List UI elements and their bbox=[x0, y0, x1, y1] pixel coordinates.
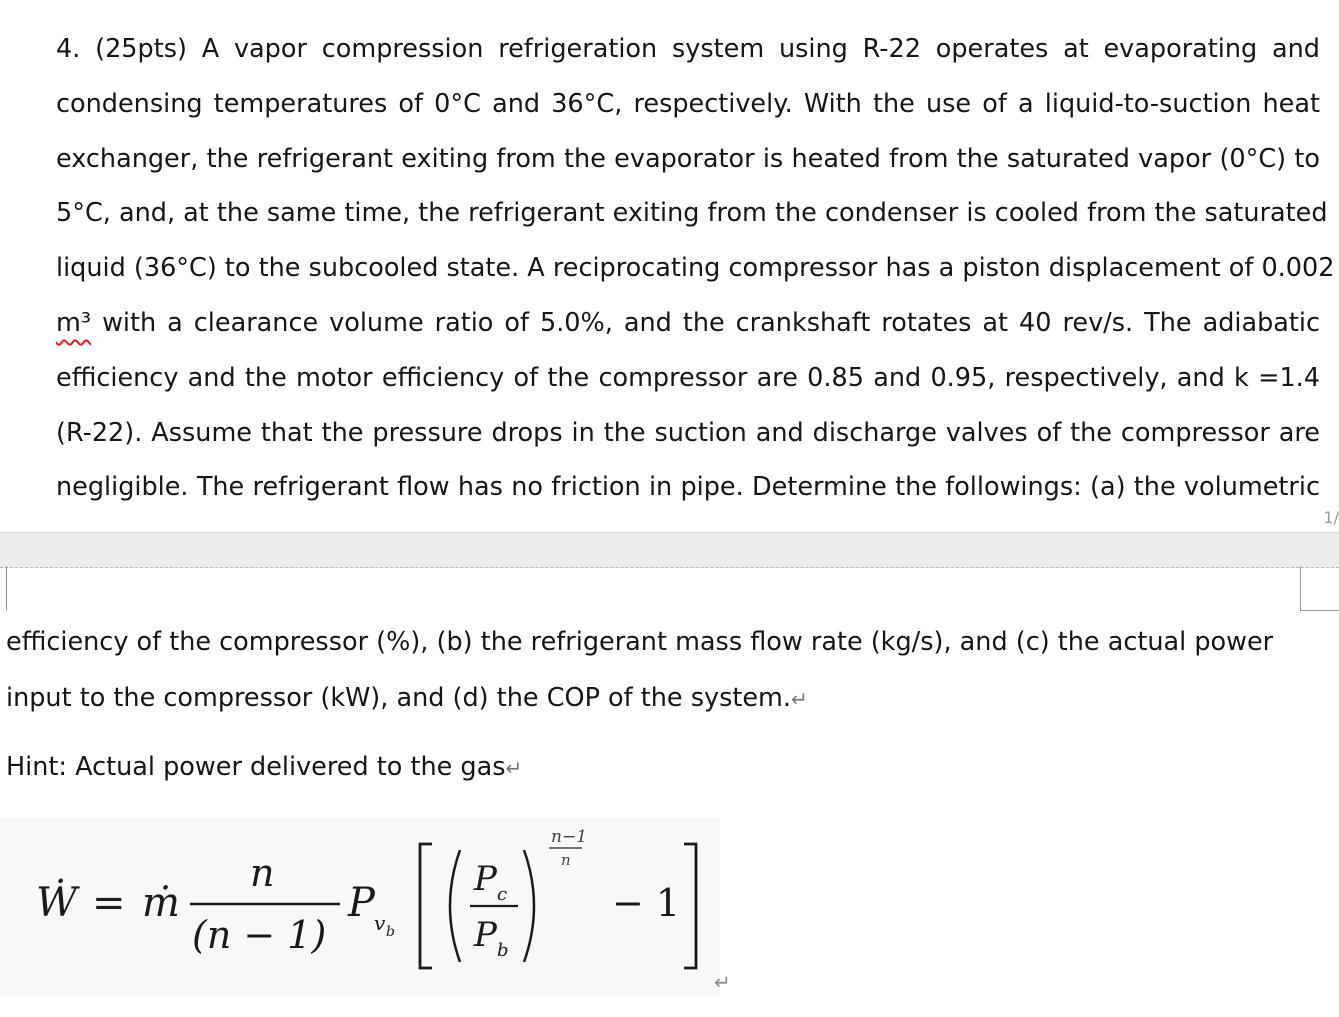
margin-corner-right bbox=[1300, 566, 1339, 611]
fraction-numerator: n bbox=[250, 851, 275, 895]
hint-text bbox=[6, 752, 522, 782]
pressure-symbol: P bbox=[348, 880, 375, 926]
ratio-denominator: P bbox=[474, 915, 497, 955]
continuation-line-1: efficiency of the compressor (%), (b) the refrigerant mass flow rate (kg/s), and (c) the actual power bbox=[6, 627, 1274, 657]
problem-line-7: efficiency and the motor efficiency of the compressor are 0.85 and 0.95, respectively, and k =1.4 bbox=[56, 362, 1320, 393]
pressure-subsubscript: b bbox=[386, 924, 395, 940]
pressure-subscript: v bbox=[374, 911, 386, 935]
problem-continuation bbox=[6, 614, 1306, 727]
exponent-numerator: n−1 bbox=[551, 827, 588, 847]
right-bracket bbox=[684, 844, 696, 968]
continuation-line-2-text: input to the compressor (kW), and (d) the COP of the system. bbox=[6, 683, 791, 713]
page-break bbox=[0, 532, 1339, 568]
formula-lhs: Ẇ bbox=[36, 880, 78, 926]
problem-line-3: exchanger, the refrigerant exiting from the evaporator is heated from the saturated vapor (0°C) to bbox=[56, 143, 1320, 174]
margin-corner-left bbox=[0, 566, 7, 610]
problem-line-6-text: with a clearance volume ratio of 5.0%, and the crankshaft rotates at 40 rev/s. The adiabatic bbox=[102, 307, 1321, 338]
ratio-numerator-sub: c bbox=[497, 884, 508, 905]
return-icon-formula: ↵ bbox=[714, 970, 731, 994]
exponent-denominator: n bbox=[561, 851, 571, 869]
left-bracket bbox=[420, 844, 432, 968]
left-paren bbox=[450, 850, 460, 962]
problem-line-1: 4. (25pts) A vapor compression refrigeration system using R-22 operates at evaporating and bbox=[56, 34, 1320, 64]
hint-label: Hint: Actual power delivered to the gas bbox=[6, 752, 506, 782]
ratio-denominator-sub: b bbox=[497, 940, 509, 961]
ratio-numerator: P bbox=[474, 859, 497, 899]
problem-line-8: (R-22). Assume that the pressure drops in the suction and discharge valves of the compressor are bbox=[56, 417, 1320, 448]
problem-line-4: 5°C, and, at the same time, the refrigerant exiting from the condenser is cooled from the saturated bbox=[56, 198, 1328, 229]
problem-text bbox=[56, 22, 1335, 515]
return-icon-hint: ↵ bbox=[505, 756, 523, 780]
problem-line-5: liquid (36°C) to the subcooled state. A reciprocating compressor has a piston displacement of 0.002 bbox=[56, 253, 1335, 284]
minus-one: − 1 bbox=[612, 881, 681, 925]
unit-m3: m³ bbox=[56, 307, 92, 338]
problem-line-2: condensing temperatures of 0°C and 36°C, respectively. With the use of a liquid-to-suction heat bbox=[56, 88, 1320, 119]
return-icon: ↵ bbox=[790, 687, 808, 711]
power-formula bbox=[0, 818, 720, 996]
problem-line-9: negligible. The refrigerant flow has no friction in pipe. Determine the followings: (a) the volumetric bbox=[56, 472, 1320, 503]
problem-line-6 bbox=[56, 296, 1320, 351]
fraction-denominator: (n − 1) bbox=[192, 913, 327, 957]
page-number: 1/ bbox=[1323, 508, 1339, 527]
formula-equals: = bbox=[92, 880, 126, 926]
right-paren bbox=[524, 850, 534, 962]
formula-mdot: ṁ bbox=[142, 880, 180, 926]
continuation-line-2 bbox=[6, 670, 1306, 727]
